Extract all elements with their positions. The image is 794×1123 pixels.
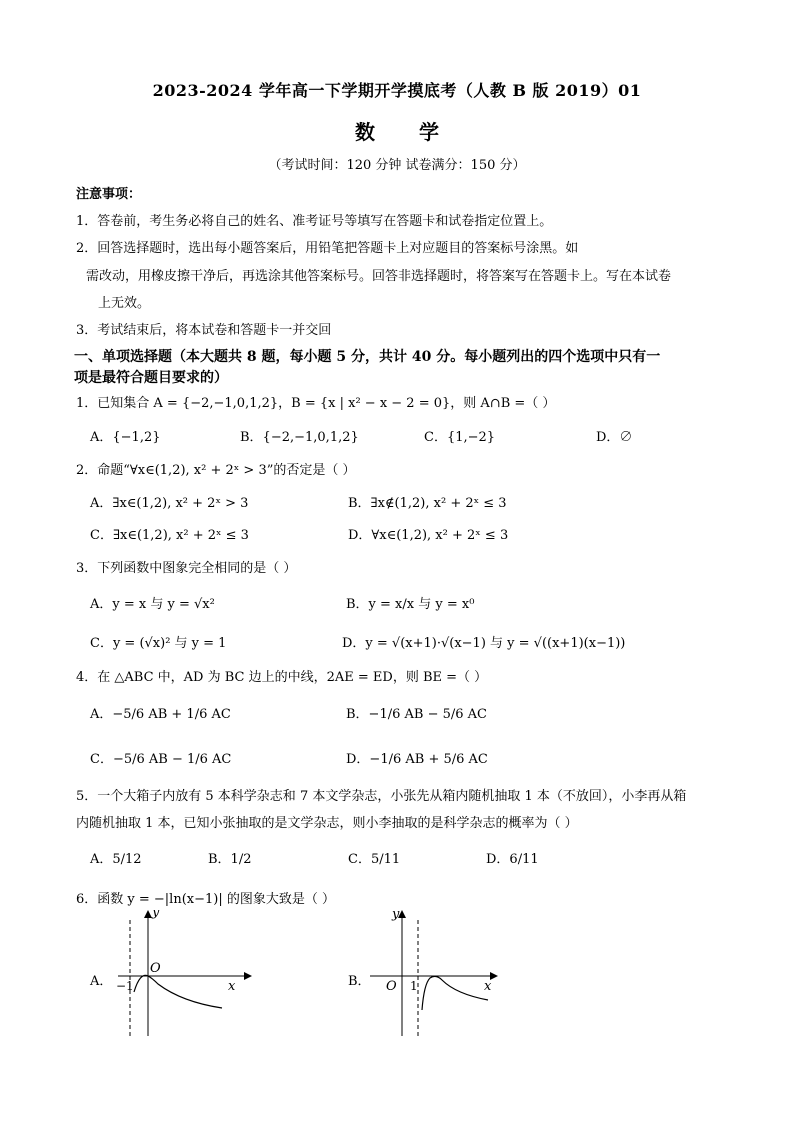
y-label: y [392,910,400,922]
q3-option-c: C．y = (√x)² 与 y = 1 [90,636,227,651]
subject-char-2: 学 [419,120,439,144]
y-axis-arrow-icon [144,910,152,918]
x-label: x [484,979,492,994]
notice-item-2-cont: 需改动，用橡皮擦干净后，再选涂其他答案标号。回答非选择题时，将答案写在答题卡上。写在本试卷 [86,269,672,284]
exam-title: 2023-2024 学年高一下学期开学摸底考（人教 B 版 2019）01 [152,81,642,100]
notice-item-2: 2．回答选择题时，选出每小题答案后，用铅笔把答题卡上对应题目的答案标号涂黑。如 [76,241,579,256]
q1-option-d: D．∅ [596,430,633,445]
notice-heading: 注意事项： [76,187,142,202]
subject-char-1: 数 [355,120,375,144]
q5-stem-line2: 内随机抽取 1 本，已知小张抽取的是文学杂志，则小李抽取的是科学杂志的概率为（ ） [76,816,578,831]
q5-stem-line1: 5．一个大箱子内放有 5 本科学杂志和 7 本文学杂志，小张先从箱内随机抽取 1 本（不放回），小李再从箱 [76,789,687,804]
q6-option-b: B． [348,974,371,989]
q4-stem: 4．在 △ABC 中，AD 为 BC 边上的中线，2AE = ED，则 BE =（ ） [76,670,488,685]
q5-option-c: C．5/11 [348,852,401,867]
exam-time-info: （考试时间：120 分钟 试卷满分：150 分） [268,158,526,173]
notice-item-2-end: 上无效。 [98,296,151,311]
q4-option-d: D．−1/6 AB + 5/6 AC [346,752,488,767]
q5-option-a: A．5/12 [90,852,142,867]
section-heading-line2: 项是最符合题目要求的） [74,370,228,386]
q6-stem: 6．函数 y = −|ln(x−1)| 的图象大致是（ ） [76,892,335,907]
tick-label: −1 [116,979,134,993]
notice-item-1: 1．答卷前，考生务必将自己的姓名、准考证号等填写在答题卡和试卷指定位置上。 [76,214,553,229]
section-heading-line1: 一、单项选择题（本大题共 8 题，每小题 5 分，共计 40 分。每小题列出的四个选项中只有一 [74,349,661,365]
q1-option-c: C．{1,−2} [424,430,496,445]
origin-label: O [150,961,161,976]
q3-option-d: D．y = √(x+1)·√(x−1) 与 y = √((x+1)(x−1)) [342,636,626,651]
q2-option-d: D．∀x∈(1,2), x² + 2ˣ ≤ 3 [348,528,509,543]
q6-graph-a [112,910,252,1040]
x-label: x [228,979,236,994]
q3-stem: 3．下列函数中图象完全相同的是（ ） [76,561,297,576]
q1-stem: 1．已知集合 A = {−2,−1,0,1,2}，B = {x | x² − x − 2 = 0}，则 A∩B =（ ） [76,396,556,411]
q1-option-b: B．{−2,−1,0,1,2} [240,430,359,445]
q6-graph-b [366,910,506,1040]
q4-option-a: A．−5/6 AB + 1/6 AC [90,707,231,722]
q1-option-a: A．{−1,2} [90,430,161,445]
q4-option-c: C．−5/6 AB − 1/6 AC [90,752,232,767]
q2-option-c: C．∃x∈(1,2), x² + 2ˣ ≤ 3 [90,528,249,543]
q3-option-b: B．y = x/x 与 y = x⁰ [346,597,475,612]
q3-option-a: A．y = x 与 y = √x² [90,597,215,612]
origin-label: O [386,979,397,994]
q4-option-b: B．−1/6 AB − 5/6 AC [346,707,487,722]
q2-option-b: B．∃x∉(1,2), x² + 2ˣ ≤ 3 [348,496,507,511]
subject-heading [0,116,794,145]
y-label: y [152,910,160,920]
q5-option-d: D．6/11 [486,852,539,867]
notice-item-3: 3．考试结束后，将本试卷和答题卡一并交回 [76,323,332,338]
curve [134,975,222,1008]
q6-option-a: A． [90,974,113,989]
q2-option-a: A．∃x∈(1,2), x² + 2ˣ > 3 [90,496,249,511]
x-axis-arrow-icon [244,972,252,980]
q5-option-b: B．1/2 [208,852,252,867]
q2-stem: 2．命题“∀x∈(1,2), x² + 2ˣ > 3”的否定是（ ） [76,463,356,478]
tick-label: 1 [410,979,418,993]
curve [422,976,488,1010]
